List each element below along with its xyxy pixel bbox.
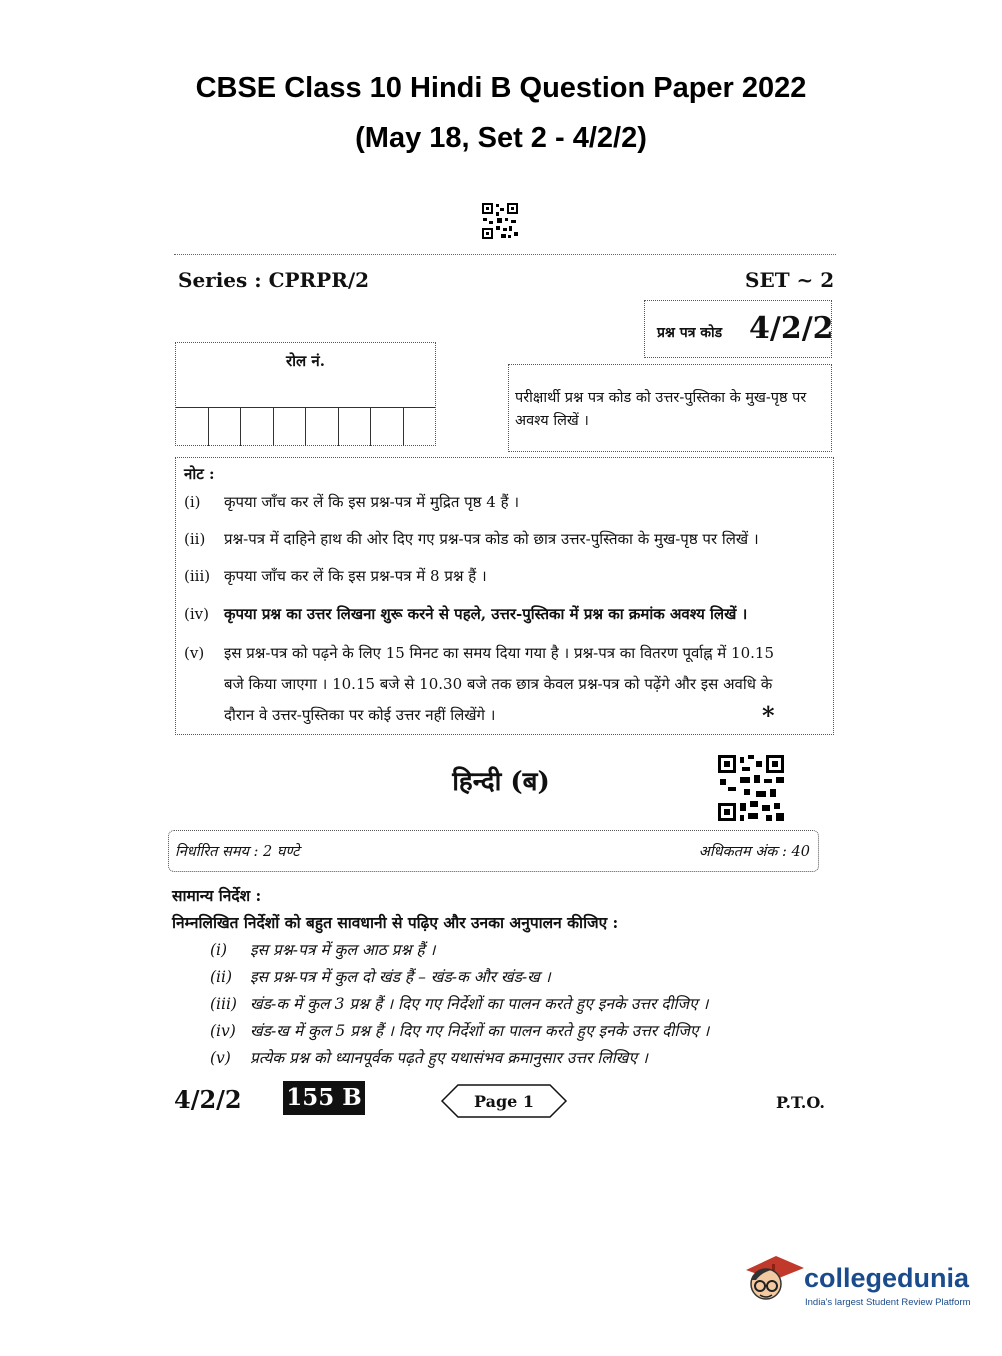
separator-line — [174, 254, 836, 255]
brand-name: collegedunia — [804, 1263, 970, 1293]
star-mark: * — [762, 701, 775, 730]
page-number: Page 1 — [473, 1092, 535, 1111]
roll-cell[interactable] — [209, 408, 242, 446]
candidate-note-text: परीक्षार्थी प्रश्न पत्र कोड को उत्तर-पुस्तिका के मुख-पृष्ठ पर अवश्य लिखें । — [515, 390, 807, 429]
note-item-continued: बजे किया जाएगा । 10.15 बजे से 10.30 बजे तक छात्र केवल प्रश्न-पत्र को पढ़ेंगे और इस अवधि के — [224, 675, 773, 693]
subject-title: हिन्दी (ब) — [452, 767, 550, 797]
time-marks-box — [168, 830, 819, 872]
general-subheading: निम्नलिखित निर्देशों को बहुत सावधानी से पढ़िए और उनका अनुपालन कीजिए : — [172, 913, 619, 932]
collegedunia-mascot-icon — [742, 1250, 804, 1308]
set-label: SET ~ 2 — [745, 268, 835, 292]
note-item: (i) कृपया जाँच कर लें कि इस प्रश्न-पत्र में मुद्रित पृष्ठ 4 हैं । — [184, 493, 520, 511]
roll-cell[interactable] — [371, 408, 404, 446]
roll-cell[interactable] — [176, 408, 209, 446]
page-title: CBSE Class 10 Hindi B Question Paper 2022 — [195, 72, 807, 104]
paper-code-box — [644, 300, 832, 358]
time-allowed: निर्धारित समय : 2 घण्टे — [175, 844, 300, 860]
note-item-continued: दौरान वे उत्तर-पुस्तिका पर कोई उत्तर नहीं लिखेंगे । — [224, 706, 496, 724]
roll-number-box — [175, 342, 436, 446]
roll-cell[interactable] — [306, 408, 339, 446]
page-subtitle: (May 18, Set 2 - 4/2/2) — [355, 122, 647, 154]
paper-code-label: प्रश्न पत्र कोड — [657, 325, 723, 341]
brand-tagline: India's largest Student Review Platform — [805, 1297, 971, 1308]
note-item: (v) इस प्रश्न-पत्र को पढ़ने के लिए 15 मिनट का समय दिया गया है । प्रश्न-पत्र का वितरण पूर्वाह्न में 10.15 — [184, 644, 774, 662]
roll-cell[interactable] — [274, 408, 307, 446]
qr-code-icon — [481, 202, 519, 240]
instruction-item: (i) इस प्रश्न-पत्र में कुल आठ प्रश्न हैं । — [210, 941, 436, 959]
roll-cell[interactable] — [339, 408, 372, 446]
roll-number-label: रोल नं. — [286, 352, 325, 370]
series-label: Series : CPRPR/2 — [178, 268, 370, 292]
candidate-note-box — [508, 364, 832, 452]
roll-number-cells — [176, 407, 435, 446]
roll-cell[interactable] — [404, 408, 436, 446]
footer-badge: 155 B — [283, 1081, 365, 1115]
max-marks: अधिकतम अंक : 40 — [698, 844, 810, 860]
note-heading: नोट : — [184, 465, 215, 483]
instruction-item: (iii) खंड-क में कुल 3 प्रश्न हैं । दिए गए निर्देशों का पालन करते हुए इनके उत्तर दीजिए । — [210, 995, 709, 1013]
instruction-item: (ii) इस प्रश्न-पत्र में कुल दो खंड हैं – खंड-क और खंड-ख । — [210, 968, 551, 986]
instruction-item: (iv) खंड-ख में कुल 5 प्रश्न हैं । दिए गए निर्देशों का पालन करते हुए इनके उत्तर दीजिए । — [210, 1022, 710, 1040]
qr-code-icon — [718, 755, 784, 821]
note-box — [175, 457, 834, 735]
roll-cell[interactable] — [241, 408, 274, 446]
instruction-item: (v) प्रत्येक प्रश्न को ध्यानपूर्वक पढ़ते हुए यथासंभव क्रमानुसार उत्तर लिखिए । — [210, 1049, 648, 1067]
note-item: (ii) प्रश्न-पत्र में दाहिने हाथ की ओर दिए गए प्रश्न-पत्र कोड को छात्र उत्तर-पुस्तिका के मुख-पृष्ठ पर लिखें । — [184, 530, 759, 548]
general-heading: सामान्य निर्देश : — [172, 886, 262, 905]
footer-code: 4/2/2 — [174, 1085, 242, 1114]
note-item: (iii) कृपया जाँच कर लें कि इस प्रश्न-पत्र में 8 प्रश्न हैं । — [184, 567, 487, 585]
note-item: (iv) कृपया प्रश्न का उत्तर लिखना शुरू करने से पहले, उत्तर-पुस्तिका में प्रश्न का क्रमांक अवश्य लिखें । — [184, 605, 748, 623]
paper-code-value: 4/2/2 — [749, 311, 834, 346]
pto-label: P.T.O. — [776, 1093, 825, 1112]
